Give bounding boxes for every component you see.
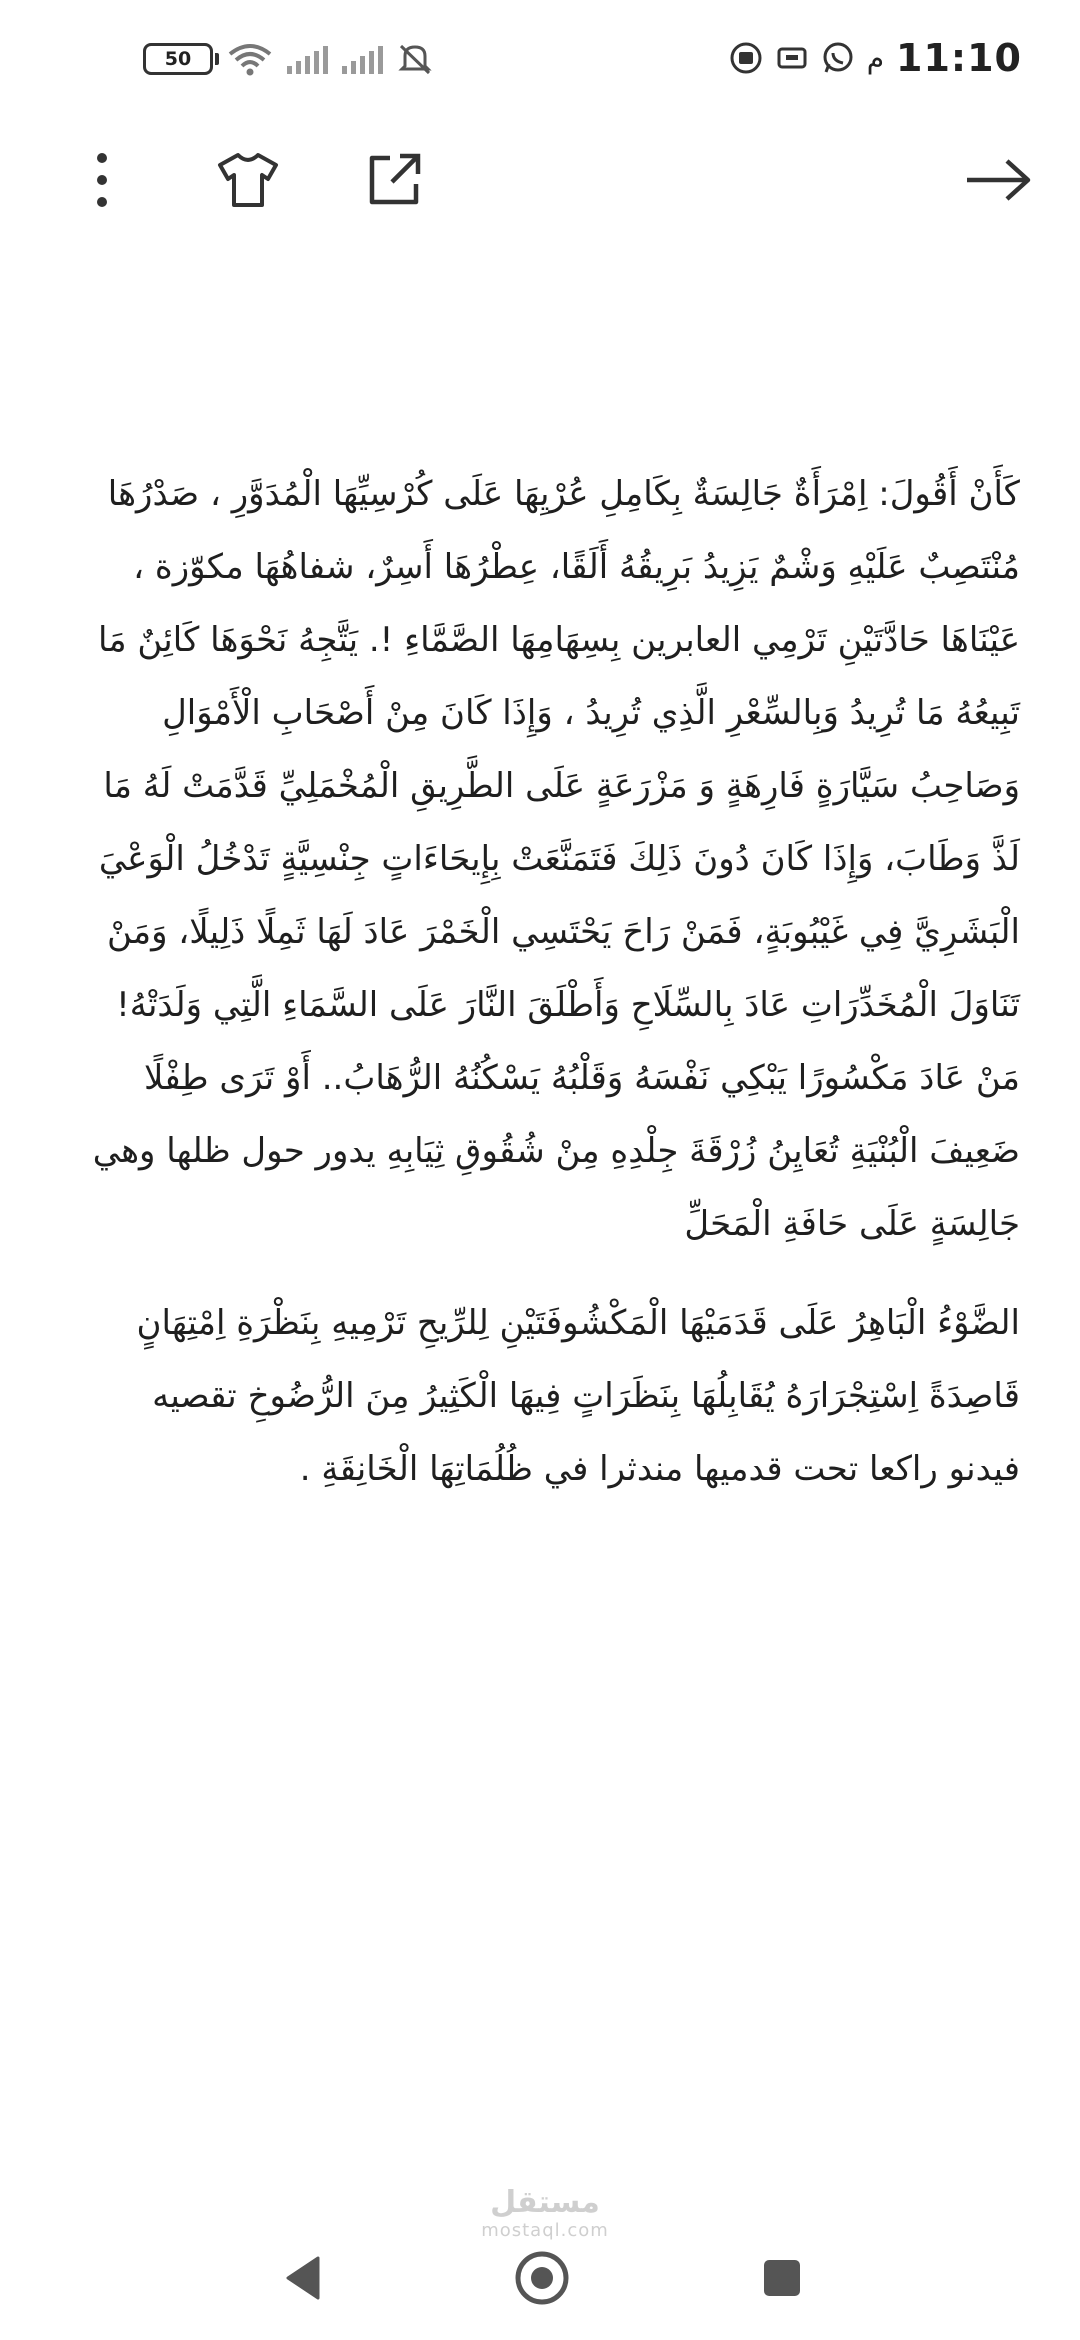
nav-home-button[interactable] — [502, 2238, 582, 2318]
system-nav-bar — [0, 2220, 1080, 2340]
article-paragraph-1: كَأَنْ أَقُولَ: اِمْرَأَةٌ جَالِسَةٌ بِكَامِلِ عُرْيِهَا عَلَى كُرْسِيِّهَا الْمُدَوَّرِ ، صَدْرُهَا مُنْتَصِبٌ عَلَيْهِ وَشْمٌ يَزِيدُ بَرِيقُهُ أَلَقًا، عِطْرُهَا أَسِرٌ، شفاهُهَا مكوّزة ، عَيْنَاهَا حَادَّتَيْنِ تَرْمِي العابرين بِسِهَامِهَا الصَّمَّاءِ !. يَتَّجِهُ نَحْوَهَا كَائِنٌ مَا تَبِيعُهُ مَا تُرِيدُ وَبِالسِّعْرِ الَّذِي تُرِيدُ ، وَإِذَا كَانَ مِنْ أَصْحَابِ الْأَمْوَالِ وَصَاحِبُ سَيَّارَةٍ فَارِهَةٍ وَ مَزْرَعَةٍ عَلَى الطَّرِيقِ الْمُخْمَلِيِّ قَدَّمَتْ لَهُ مَا لَذَّ وَطَابَ، وَإِذَا كَانَ دُونَ ذَلِكَ فَتَمَنَّعَتْ بِإِيحَاءَاتٍ جِنْسِيَّةٍ تَدْخُلُ الْوَعْيَ الْبَشَرِيَّ فِي غَيْبُوبَةٍ، فَمَنْ رَاحَ يَحْتَسِي الْخَمْرَ عَادَ لَهَا ثَمِلًا ذَلِيلًا، وَمَنْ تَنَاوَلَ الْمُخَدِّرَاتِ عَادَ بِالسِّلَاحِ وَأَطْلَقَ النَّارَ عَلَى السَّمَاءِ الَّتِي وَلَدَتْهُ! مَنْ عَادَ مَكْسُورًا يَبْكِي نَفْسَهُ وَقَلْبُهُ يَسْكُنُهُ الرُّهَابُ.. أَوْ تَرَى طِفْلًا ضَعِيفَ الْبُنْيَةِ تُعَايِنُ زُرْقَةَ جِلْدِهِ مِنْ شُقُوقِ ثِيَابِهِ يدور حول ظلها وهي جَالِسَةٍ عَلَى حَافَةِ الْمَحَلِّ — [92, 474, 1020, 1244]
article-body — [72, 458, 1020, 1532]
theme-button[interactable] — [210, 142, 286, 218]
status-time: 11:10 — [896, 36, 1022, 80]
mute-icon — [397, 42, 433, 76]
nav-back-button[interactable] — [262, 2238, 342, 2318]
top-toolbar — [0, 130, 1080, 230]
back-triangle-icon — [282, 2254, 322, 2302]
watermark-sub: mostaql.com — [481, 2220, 609, 2241]
nav-recents-button[interactable] — [742, 2238, 822, 2318]
battery-level: 50 — [164, 48, 192, 70]
watermark-text: مستقل — [490, 2185, 600, 2220]
shirt-icon — [216, 151, 280, 209]
share-icon — [364, 150, 424, 210]
media-icon — [729, 41, 763, 75]
status-right-icons — [729, 36, 1022, 80]
battery-icon — [143, 43, 213, 75]
share-button[interactable] — [356, 142, 432, 218]
status-left-icons — [143, 42, 433, 76]
arrow-forward-icon — [965, 158, 1031, 202]
home-circle-icon — [514, 2250, 570, 2306]
article-paragraph-2: الضَّوْءُ الْبَاهِرُ عَلَى قَدَمَيْهَا الْمَكْشُوفَتَيْنِ لِلرِّيحِ تَرْمِيهِ بِنَظْرَةِ اِمْتِهَانٍ قَاصِدَةً اِسْتِجْرَارَهُ يُقَابِلُهَا بِنَظَرَاتٍ فِيهَا الْكَثِيرُ مِنَ الرُّضُوخِ تقصيه فيدنو راكعا تحت قدميها مندثرا في ظُلُمَاتِهَا الْخَانِقَةِ . — [136, 1303, 1020, 1489]
more-vert-icon — [92, 150, 112, 210]
wifi-icon — [227, 42, 273, 76]
status-ampm: م — [866, 41, 885, 75]
recents-square-icon — [760, 2256, 804, 2300]
more-options-button[interactable] — [64, 142, 140, 218]
whatsapp-icon — [821, 41, 855, 75]
signal-sim2-icon — [342, 44, 383, 74]
back-button[interactable] — [960, 142, 1036, 218]
tape-icon — [775, 41, 809, 75]
status-bar — [0, 0, 1080, 125]
signal-sim1-icon — [287, 44, 328, 74]
